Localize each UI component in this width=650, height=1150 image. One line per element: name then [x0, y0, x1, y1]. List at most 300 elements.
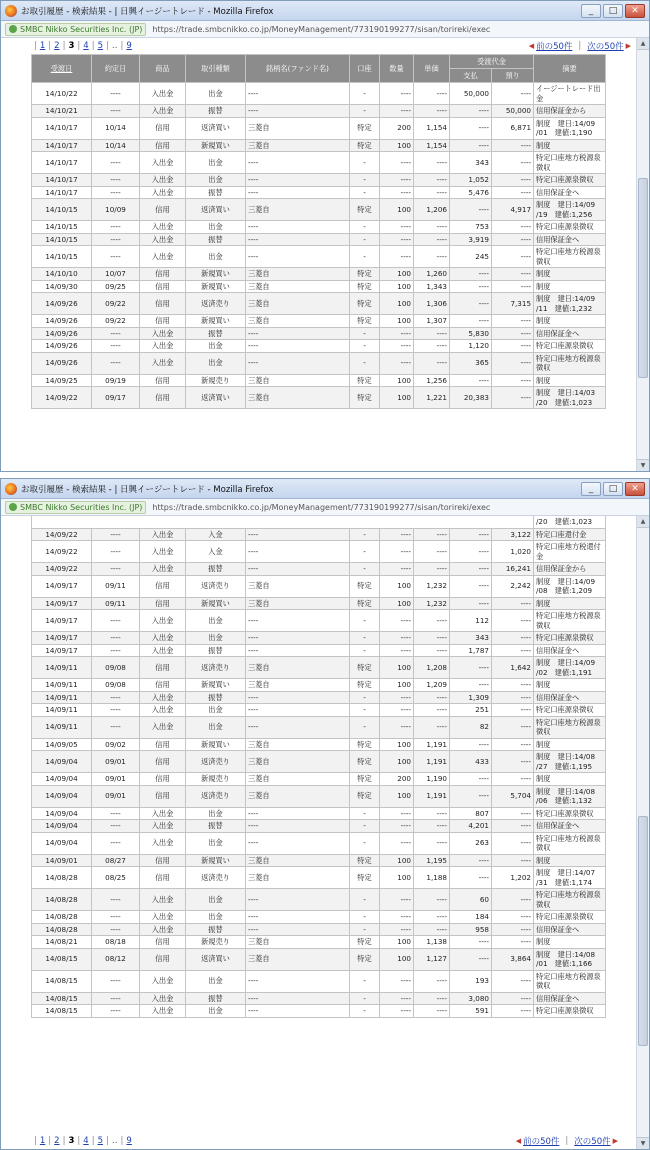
table-cell-date: 14/09/11	[32, 704, 92, 717]
table-cell-date: 14/09/05	[32, 738, 92, 751]
next-page-link[interactable]: 次の50件	[574, 1137, 611, 1147]
scroll-up-icon[interactable]: ▲	[637, 516, 649, 528]
page-link-last[interactable]: 9	[126, 1136, 132, 1146]
url-bar[interactable]	[1, 21, 649, 38]
table-cell-product: 入出金	[140, 221, 186, 234]
table-cell-pay: ----	[450, 785, 492, 807]
table-cell-pay: ----	[450, 280, 492, 293]
table-cell-receive: ----	[492, 854, 534, 867]
scroll-down-icon[interactable]: ▼	[637, 1137, 649, 1149]
table-cell-account: -	[350, 246, 380, 268]
table-cell-price: ----	[414, 911, 450, 924]
table-cell-name: ----	[246, 186, 350, 199]
table-cell-account: -	[350, 911, 380, 924]
table-cell-contract: ----	[92, 352, 140, 374]
table-cell-pay: 60	[450, 889, 492, 911]
table-cell-memo: 特定口座地方税源泉徴収	[534, 352, 606, 374]
pager-ellipsis: ‥	[111, 1136, 118, 1146]
table-cell-contract: ----	[92, 716, 140, 738]
table-cell-account: -	[350, 186, 380, 199]
table-cell-receive: ----	[492, 704, 534, 717]
table-cell-qty: 100	[380, 268, 414, 281]
table-cell-product: 入出金	[140, 233, 186, 246]
table-cell-memo: 特定口座源泉徴収	[534, 632, 606, 645]
next-page-link[interactable]: 次の50件	[587, 42, 624, 52]
table-cell-pay: 4,201	[450, 820, 492, 833]
table-cell-contract: ----	[92, 221, 140, 234]
table-row	[32, 152, 606, 174]
table-cell-receive: 3,864	[492, 948, 534, 970]
col-header-date[interactable]: 受渡日	[32, 55, 92, 83]
table-cell-receive: 7,315	[492, 293, 534, 315]
col-header-pay: 支払	[450, 69, 492, 83]
table-cell-name: ----	[246, 691, 350, 704]
table-cell-pay: ----	[450, 854, 492, 867]
table-row	[32, 785, 606, 807]
page-link-2[interactable]: 2	[54, 1136, 60, 1146]
table-cell-type: 新規買い	[186, 597, 246, 610]
col-header-receive: 預り	[492, 69, 534, 83]
table-cell-qty: ----	[380, 105, 414, 118]
transaction-table	[31, 54, 606, 409]
table-cell-contract: ----	[92, 1005, 140, 1018]
table-cell-date: 14/10/21	[32, 105, 92, 118]
prev-arrow-icon: ◀	[515, 1137, 522, 1145]
minimize-button[interactable]: _	[581, 482, 601, 496]
table-cell-date: 14/08/28	[32, 923, 92, 936]
site-identity-badge[interactable]	[5, 501, 146, 514]
table-cell-memo: 制度 建日:14/08 /01 建値:1,166	[534, 948, 606, 970]
table-cell-contract: 08/18	[92, 936, 140, 949]
table-cell-receive: ----	[492, 221, 534, 234]
table-cell-account: 特定	[350, 315, 380, 328]
table-row	[32, 1005, 606, 1018]
table-cell-date: 14/09/04	[32, 773, 92, 786]
page-link-2[interactable]: 2	[54, 41, 60, 51]
table-cell-name: 三菱自	[246, 315, 350, 328]
table-cell-account: 特定	[350, 139, 380, 152]
table-cell-product: 入出金	[140, 970, 186, 992]
vertical-scrollbar[interactable]	[636, 516, 649, 1149]
table-cell-memo: 制度	[534, 280, 606, 293]
pager-separator: |	[105, 1136, 109, 1146]
table-cell-price: 1,206	[414, 199, 450, 221]
table-row	[32, 889, 606, 911]
col-header-settle: 受渡代金	[450, 55, 534, 69]
table-cell-qty: ----	[380, 889, 414, 911]
scroll-thumb[interactable]	[638, 178, 648, 378]
table-cell-type: 出金	[186, 1005, 246, 1018]
table-cell-receive: ----	[492, 327, 534, 340]
table-cell-pay: 251	[450, 704, 492, 717]
table-cell-type: 出金	[186, 704, 246, 717]
table-cell-memo: 特定口座地方税源泉徴収	[534, 246, 606, 268]
pager-separator: |	[120, 1136, 124, 1146]
table-cell-account: 特定	[350, 280, 380, 293]
table-cell-name: ----	[246, 992, 350, 1005]
table-cell-contract: ----	[92, 807, 140, 820]
table-cell-type: 返済買い	[186, 117, 246, 139]
table-cell-contract: ----	[92, 644, 140, 657]
table-cell-contract: ----	[92, 632, 140, 645]
table-cell-price: ----	[414, 233, 450, 246]
table-cell-contract: 10/07	[92, 268, 140, 281]
table-cell-type: 出金	[186, 807, 246, 820]
table-row	[32, 738, 606, 751]
table-cell-memo: 制度 建日:14/08 /27 建値:1,195	[534, 751, 606, 773]
table-cell-date: 14/08/28	[32, 911, 92, 924]
table-cell-memo: /20 建値:1,023	[534, 516, 606, 528]
table-cell-pay: ----	[450, 315, 492, 328]
close-button[interactable]: ✕	[625, 4, 645, 18]
table-cell-price: 1,306	[414, 293, 450, 315]
table-cell-product: 入出金	[140, 832, 186, 854]
table-cell-product: 信用	[140, 867, 186, 889]
table-cell-account: -	[350, 970, 380, 992]
table-cell-account: -	[350, 691, 380, 704]
table-cell-name: ----	[246, 923, 350, 936]
table-cell-contract: ----	[92, 610, 140, 632]
table-cell-pay: 1,787	[450, 644, 492, 657]
table-cell-qty: ----	[380, 820, 414, 833]
table-cell-account: -	[350, 923, 380, 936]
table-cell-qty: 100	[380, 785, 414, 807]
table-cell-pay: 5,476	[450, 186, 492, 199]
table-body	[32, 516, 606, 1017]
table-cell-pay: ----	[450, 199, 492, 221]
table-row	[32, 280, 606, 293]
table-cell-price: 1,154	[414, 117, 450, 139]
table-row	[32, 773, 606, 786]
table-cell-memo: 特定口座還付金	[534, 528, 606, 541]
table-cell-receive: ----	[492, 139, 534, 152]
window-title: お取引履歴 - 検索結果 - | 日興イージートレード - Mozilla Firefox	[21, 484, 274, 495]
url-text[interactable]: https://trade.smbcnikko.co.jp/MoneyManagement/773190199277/sisan/torireki/exec	[152, 24, 491, 34]
table-cell-product: 入出金	[140, 1005, 186, 1018]
table-row	[32, 541, 606, 563]
table-cell-price: 1,154	[414, 139, 450, 152]
table-cell-product: 信用	[140, 280, 186, 293]
table-row	[32, 575, 606, 597]
table-cell-product: 入出金	[140, 889, 186, 911]
table-cell-memo: 信用保証金へ	[534, 820, 606, 833]
table-cell-pay: 807	[450, 807, 492, 820]
table-cell-name: 三菱自	[246, 117, 350, 139]
table-cell-type: 新規買い	[186, 854, 246, 867]
table-cell-type: 出金	[186, 246, 246, 268]
table-cell-name: ----	[246, 970, 350, 992]
table-cell-type: 出金	[186, 174, 246, 187]
pager-separator: |	[48, 1136, 52, 1146]
table-cell-product: 入出金	[140, 923, 186, 936]
table-cell-date: 14/09/01	[32, 854, 92, 867]
url-bar[interactable]	[1, 499, 649, 516]
table-cell-account: -	[350, 105, 380, 118]
table-cell-account: 特定	[350, 293, 380, 315]
table-cell-receive: 6,871	[492, 117, 534, 139]
col-header-product: 商品	[140, 55, 186, 83]
table-cell-date: 14/09/04	[32, 807, 92, 820]
table-cell-qty: ----	[380, 340, 414, 353]
table-cell-contract: 09/11	[92, 575, 140, 597]
table-cell-account: 特定	[350, 773, 380, 786]
table-cell-name: ----	[246, 246, 350, 268]
table-cell-product: 入出金	[140, 186, 186, 199]
table-cell-receive: ----	[492, 268, 534, 281]
table-cell-pay: 3,919	[450, 233, 492, 246]
table-cell-qty: 100	[380, 948, 414, 970]
table-row	[32, 854, 606, 867]
table-cell-price: ----	[414, 691, 450, 704]
table-cell-date: 14/08/15	[32, 970, 92, 992]
table-cell-pay: ----	[450, 867, 492, 889]
table-cell-price: ----	[414, 716, 450, 738]
table-cell-receive: ----	[492, 610, 534, 632]
maximize-button[interactable]: □	[603, 4, 623, 18]
table-cell-product: 入出金	[140, 340, 186, 353]
table-cell-type: 新規売り	[186, 936, 246, 949]
page-link-last[interactable]: 9	[126, 41, 132, 51]
maximize-button[interactable]: □	[603, 482, 623, 496]
table-row	[32, 936, 606, 949]
table-row	[32, 83, 606, 105]
page-link-4[interactable]: 4	[83, 1136, 89, 1146]
table-cell-date: 14/10/17	[32, 139, 92, 152]
minimize-button[interactable]: _	[581, 4, 601, 18]
table-cell-name: ----	[246, 528, 350, 541]
prev-page-link[interactable]: 前の50件	[523, 1137, 560, 1147]
table-cell-memo: 特定口座源泉徴収	[534, 340, 606, 353]
table-cell-account: -	[350, 233, 380, 246]
close-button[interactable]: ✕	[625, 482, 645, 496]
table-cell-contract: ----	[92, 174, 140, 187]
table-cell	[32, 516, 534, 528]
table-cell-account: -	[350, 832, 380, 854]
table-cell-pay: 1,120	[450, 340, 492, 353]
table-cell-product: 信用	[140, 751, 186, 773]
table-cell-receive: 4,917	[492, 199, 534, 221]
firefox-icon	[5, 5, 17, 17]
table-cell-memo: 制度	[534, 139, 606, 152]
site-identity-badge[interactable]	[5, 23, 146, 36]
table-cell-type: 出金	[186, 832, 246, 854]
table-cell-type: 返済売り	[186, 293, 246, 315]
scroll-down-icon[interactable]: ▼	[637, 459, 649, 471]
scroll-thumb[interactable]	[638, 816, 648, 1046]
table-row	[32, 948, 606, 970]
table-cell-qty: 100	[380, 936, 414, 949]
table-row	[32, 679, 606, 692]
table-cell-price: ----	[414, 1005, 450, 1018]
page-links	[31, 1136, 132, 1146]
table-cell-date: 14/09/04	[32, 832, 92, 854]
table-cell-receive: 1,020	[492, 541, 534, 563]
table-row	[32, 268, 606, 281]
table-cell-receive: 3,122	[492, 528, 534, 541]
table-cell-contract: ----	[92, 832, 140, 854]
table-cell-product: 入出金	[140, 716, 186, 738]
table-cell-name: ----	[246, 174, 350, 187]
pagination-top	[1, 38, 649, 54]
table-cell-account: -	[350, 644, 380, 657]
table-cell-memo: 特定口座地方税源泉徴収	[534, 832, 606, 854]
table-cell-pay: 591	[450, 1005, 492, 1018]
table-cell-pay: ----	[450, 657, 492, 679]
table-cell-qty: ----	[380, 541, 414, 563]
table-cell-product: 入出金	[140, 83, 186, 105]
table-cell-date: 14/09/17	[32, 632, 92, 645]
table-cell-name: 三菱自	[246, 867, 350, 889]
table-cell-price: ----	[414, 704, 450, 717]
table-cell-name: ----	[246, 704, 350, 717]
table-cell-qty: 100	[380, 751, 414, 773]
table-cell-type: 振替	[186, 644, 246, 657]
table-cell-account: -	[350, 174, 380, 187]
url-text[interactable]: https://trade.smbcnikko.co.jp/MoneyManagement/773190199277/sisan/torireki/exec	[152, 502, 491, 512]
table-row	[32, 563, 606, 576]
table-cell-contract: ----	[92, 340, 140, 353]
table-cell-name: ----	[246, 563, 350, 576]
table-cell-type: 振替	[186, 563, 246, 576]
table-row	[32, 867, 606, 889]
table-cell-date: 14/09/11	[32, 657, 92, 679]
table-cell-memo: 制度	[534, 374, 606, 387]
table-cell-product: 信用	[140, 936, 186, 949]
table-cell-receive: ----	[492, 186, 534, 199]
table-cell-pay: 365	[450, 352, 492, 374]
divider: |	[565, 1136, 569, 1146]
table-cell-date: 14/09/26	[32, 315, 92, 328]
table-cell-pay: ----	[450, 528, 492, 541]
table-cell-account: -	[350, 563, 380, 576]
table-cell-qty: ----	[380, 563, 414, 576]
table-cell-memo: 制度	[534, 268, 606, 281]
table-cell-qty: ----	[380, 246, 414, 268]
table-cell-type: 入金	[186, 528, 246, 541]
table-cell-date: 14/09/17	[32, 575, 92, 597]
table-cell-pay: 1,052	[450, 174, 492, 187]
table-cell-contract: ----	[92, 83, 140, 105]
table-cell-qty: 100	[380, 293, 414, 315]
table-cell-memo: 信用保証金から	[534, 105, 606, 118]
table-cell-receive: ----	[492, 83, 534, 105]
prev-page-link[interactable]: 前の50件	[536, 42, 573, 52]
table-row	[32, 923, 606, 936]
table-cell-contract: ----	[92, 528, 140, 541]
table-cell-contract: 09/08	[92, 657, 140, 679]
table-cell-product: 信用	[140, 773, 186, 786]
table-cell-contract: ----	[92, 820, 140, 833]
table-cell-price: 1,343	[414, 280, 450, 293]
table-cell-pay: 958	[450, 923, 492, 936]
table-cell-memo: 特定口座地方税還付金	[534, 541, 606, 563]
table-row	[32, 246, 606, 268]
page-link-5[interactable]: 5	[97, 41, 103, 51]
table-cell-account: 特定	[350, 751, 380, 773]
table-cell-price: ----	[414, 246, 450, 268]
table-cell-product: 信用	[140, 117, 186, 139]
pager-separator: |	[34, 1136, 37, 1146]
table-cell-memo: 制度 建日:14/09 /08 建値:1,209	[534, 575, 606, 597]
table-cell-date: 14/09/11	[32, 679, 92, 692]
table-cell-receive: ----	[492, 679, 534, 692]
prev-next-links	[529, 40, 631, 52]
table-cell-date: 14/10/15	[32, 221, 92, 234]
table-cell-receive: ----	[492, 691, 534, 704]
table-cell-account: 特定	[350, 374, 380, 387]
table-cell-type: 新規買い	[186, 280, 246, 293]
table-cell-name: 三菱自	[246, 773, 350, 786]
table-cell-type: 新規買い	[186, 679, 246, 692]
table-cell-contract: 10/14	[92, 117, 140, 139]
table-cell-contract: 09/01	[92, 773, 140, 786]
table-cell-account: 特定	[350, 597, 380, 610]
table-cell-account: 特定	[350, 738, 380, 751]
table-cell-type: 新規買い	[186, 139, 246, 152]
table-cell-contract: ----	[92, 923, 140, 936]
table-row	[32, 832, 606, 854]
table-cell-memo: 特定口座地方税源泉徴収	[534, 716, 606, 738]
page-link-5[interactable]: 5	[97, 1136, 103, 1146]
table-cell-account: -	[350, 716, 380, 738]
table-cell-price: ----	[414, 610, 450, 632]
table-row	[32, 644, 606, 657]
scroll-up-icon[interactable]: ▲	[637, 38, 649, 50]
table-cell-qty: 100	[380, 199, 414, 221]
table-cell-name: ----	[246, 610, 350, 632]
pager-separator: |	[91, 1136, 95, 1146]
table-cell-date: 14/09/04	[32, 820, 92, 833]
table-cell-date: 14/08/15	[32, 1005, 92, 1018]
table-cell-qty: ----	[380, 970, 414, 992]
table-cell-price: 1,188	[414, 867, 450, 889]
page-content	[1, 516, 649, 1149]
table-cell-qty: 100	[380, 657, 414, 679]
table-cell-receive: ----	[492, 923, 534, 936]
table-cell-receive: ----	[492, 632, 534, 645]
table-cell-date: 14/09/25	[32, 374, 92, 387]
vertical-scrollbar[interactable]	[636, 38, 649, 471]
table-cell-product: 入出金	[140, 541, 186, 563]
table-cell-name: 三菱自	[246, 139, 350, 152]
page-link-4[interactable]: 4	[83, 41, 89, 51]
table-cell-type: 振替	[186, 691, 246, 704]
table-cell-name: 三菱自	[246, 738, 350, 751]
table-cell-name: 三菱自	[246, 657, 350, 679]
table-cell-price: ----	[414, 889, 450, 911]
table-cell-qty: ----	[380, 832, 414, 854]
table-row	[32, 610, 606, 632]
page-link-1[interactable]: 1	[39, 41, 46, 51]
table-cell-date: 14/10/17	[32, 117, 92, 139]
table-cell-qty: 100	[380, 854, 414, 867]
window-title: お取引履歴 - 検索結果 - | 日興イージートレード - Mozilla Firefox	[21, 6, 274, 17]
page-link-1[interactable]: 1	[39, 1136, 46, 1146]
table-cell-price: ----	[414, 807, 450, 820]
table-cell-memo: 特定口座地方税源泉徴収	[534, 152, 606, 174]
table-cell-account: 特定	[350, 199, 380, 221]
table-cell-price: ----	[414, 186, 450, 199]
table-cell-product: 信用	[140, 854, 186, 867]
table-cell-product: 入出金	[140, 528, 186, 541]
table-cell-name: ----	[246, 83, 350, 105]
table-cell-date: 14/09/22	[32, 387, 92, 409]
table-cell-product: 入出金	[140, 691, 186, 704]
table-cell-date: 14/09/11	[32, 691, 92, 704]
table-cell-name: 三菱自	[246, 679, 350, 692]
table-cell-pay: ----	[450, 293, 492, 315]
table-row	[32, 691, 606, 704]
